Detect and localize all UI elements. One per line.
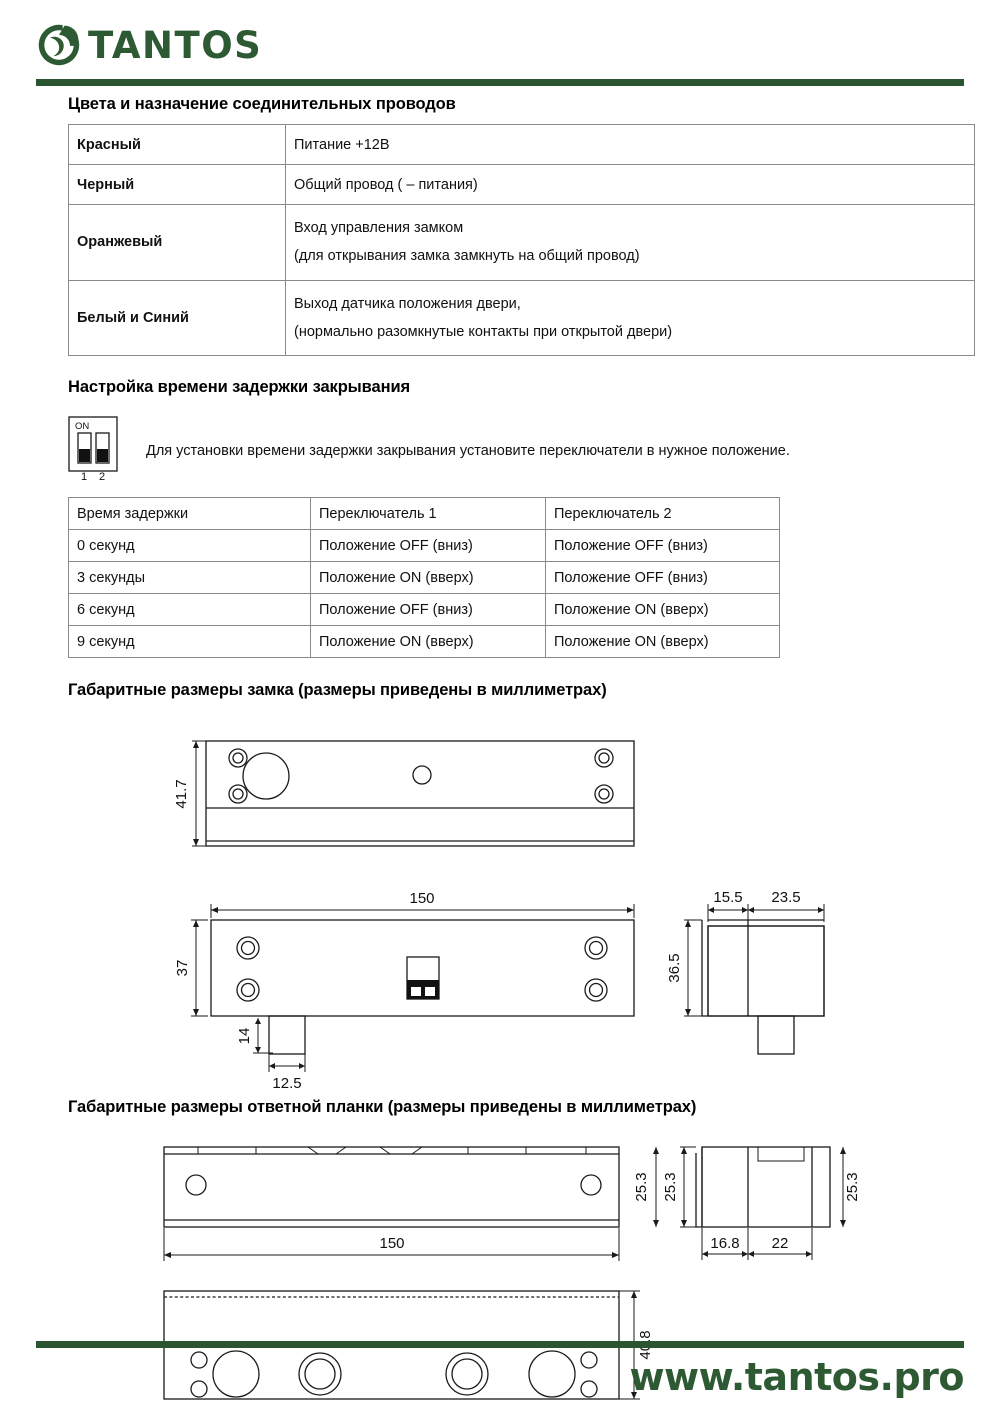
delay-switch1-cell: Положение OFF (вниз) (311, 530, 546, 562)
lock-top-height-label: 41.7 (173, 779, 190, 809)
wire-colors-table (68, 124, 975, 356)
delay-col-header: Переключатель 2 (546, 498, 780, 530)
brand-logo (36, 22, 262, 68)
lock-side-depth-b-label: 23.5 (771, 889, 801, 907)
header-divider (36, 79, 964, 86)
strike-side-height-label: 25.3 (662, 1172, 679, 1202)
wire-desc-line-2: (для открывания замка замкнуть на общий провод) (294, 248, 640, 265)
strike-dims-title: Габаритные размеры ответной планки (размеры приведены в миллиметрах) (68, 1098, 697, 1117)
lock-dimension-drawing (68, 708, 940, 1093)
table-row (69, 125, 975, 165)
footer-divider (36, 1341, 964, 1348)
table-row (69, 562, 780, 594)
delay-switch2-cell: Положение ON (вверх) (546, 594, 780, 626)
table-row (69, 594, 780, 626)
wires-section-title: Цвета и назначение соединительных проводов (68, 95, 456, 113)
page-header (0, 0, 1000, 92)
dip-on-label: ON (75, 421, 90, 433)
table-row (69, 530, 780, 562)
wire-color-cell: Оранжевый (69, 205, 286, 281)
table-row (69, 626, 780, 658)
wire-desc-line-2: (нормально разомкнутые контакты при открытой двери) (294, 323, 673, 340)
wire-desc-line-1: Вход управления замком (294, 220, 464, 236)
document-body (68, 95, 940, 1419)
strike-front-length-label: 150 (379, 1235, 405, 1253)
strike-side-height-label-right: 25.3 (844, 1172, 861, 1202)
dip-switch-note: Для установки времени задержки закрывания установите переключатели в нужное положение. (146, 443, 790, 460)
dip-switch-icon (68, 416, 126, 482)
wire-color-cell: Белый и Синий (69, 280, 286, 356)
lock-side-height-label: 36.5 (666, 953, 683, 983)
wire-desc-line-1: Выход датчика положения двери, (294, 295, 521, 312)
delay-switch1-cell: Положение OFF (вниз) (311, 594, 546, 626)
wire-desc-cell: Питание +12В (286, 125, 975, 165)
wire-desc-cell (286, 205, 975, 281)
lock-front-height-label: 37 (174, 959, 191, 977)
delay-switch1-cell: Положение ON (вверх) (311, 562, 546, 594)
strike-side-depth-a-label: 16.8 (710, 1235, 740, 1253)
wire-desc-cell: Общий провод ( – питания) (286, 165, 975, 205)
delay-switch2-cell: Положение OFF (вниз) (546, 562, 780, 594)
delay-switch2-cell: Положение ON (вверх) (546, 626, 780, 658)
delay-col-header: Время задержки (69, 498, 311, 530)
table-row (69, 165, 975, 205)
delay-switch1-cell: Положение ON (вверх) (311, 626, 546, 658)
delay-time-cell: 0 секунд (69, 530, 311, 562)
lock-front-length-label: 150 (409, 890, 435, 908)
delay-time-cell: 9 секунд (69, 626, 311, 658)
dip-switch-1-label: 1 (81, 471, 88, 483)
delay-time-cell: 6 секунд (69, 594, 311, 626)
strike-side-depth-b-label: 22 (771, 1235, 789, 1253)
table-row (69, 205, 975, 281)
brand-wordmark: TANTOS (88, 23, 263, 67)
wire-desc-cell (286, 280, 975, 356)
table-row (69, 280, 975, 356)
footer-website-url[interactable]: www.tantos.pro (629, 1355, 964, 1399)
dip-switch-2-label: 2 (99, 471, 106, 483)
dip-switch-row (68, 413, 940, 485)
lock-side-depth-a-label: 15.5 (713, 889, 743, 907)
lock-tab-height-label: 14 (236, 1027, 253, 1045)
delay-time-table (68, 497, 780, 658)
lock-tab-width-label: 12.5 (272, 1075, 302, 1093)
delay-section-title: Настройка времени задержки закрывания (68, 378, 411, 397)
delay-switch2-cell: Положение OFF (вниз) (546, 530, 780, 562)
wire-color-cell: Красный (69, 125, 286, 165)
wire-color-cell: Черный (69, 165, 286, 205)
table-header-row (69, 498, 780, 530)
globe-logo-icon (36, 22, 82, 68)
lock-dims-title: Габаритные размеры замка (размеры приведены в миллиметрах) (68, 681, 607, 700)
delay-time-cell: 3 секунды (69, 562, 311, 594)
delay-col-header: Переключатель 1 (311, 498, 546, 530)
strike-front-height-label: 25.3 (633, 1172, 650, 1202)
